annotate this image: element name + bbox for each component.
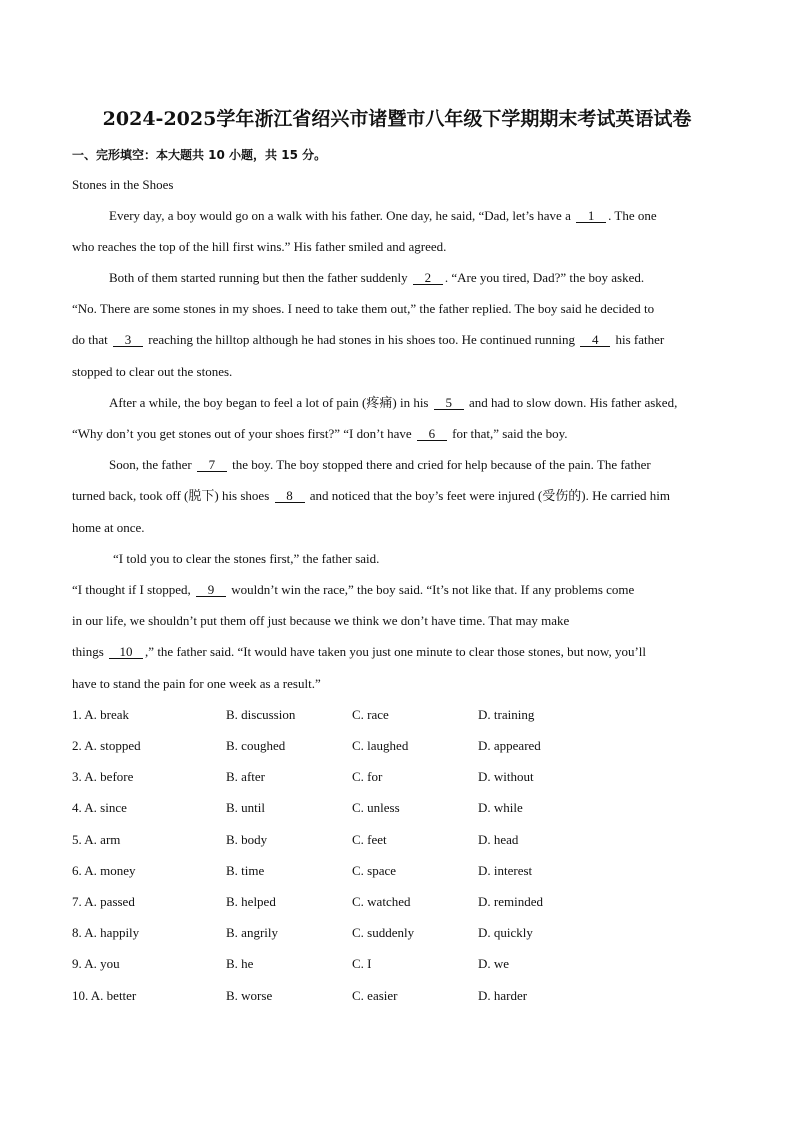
option-b: B. worse	[226, 988, 273, 1003]
option-c: C. unless	[352, 800, 400, 815]
option-d: D. quickly	[478, 925, 533, 940]
option-b: B. after	[226, 769, 265, 784]
passage-line	[109, 208, 657, 224]
option-d: D. harder	[478, 988, 528, 1003]
option-d: D. reminded	[478, 894, 543, 909]
blank-8: 8	[275, 489, 305, 503]
passage-line	[109, 270, 644, 286]
passage-text: turned back, took off (脱下) his shoes	[72, 488, 270, 503]
option-d: D. training	[478, 707, 535, 722]
option-a: 3. A. before	[72, 769, 134, 784]
option-a: 8. A. happily	[72, 925, 140, 940]
passage-title: Stones in the Shoes	[72, 177, 174, 192]
passage-line: in our life, we shouldn’t put them off just because we think we don’t have time. That may make	[72, 613, 570, 628]
option-c: C. feet	[352, 832, 387, 847]
option-d: D. head	[478, 832, 519, 847]
passage-text: for that,” said the boy.	[452, 426, 568, 441]
blank-4: 4	[580, 333, 610, 347]
option-c: C. watched	[352, 894, 411, 909]
passage-text: the boy. The boy stopped there and cried for help because of the pain. The father	[232, 457, 651, 472]
passage-line	[72, 332, 664, 348]
passage-text: things	[72, 644, 104, 659]
option-c: C. laughed	[352, 738, 409, 753]
exam-title: 2024-2025学年浙江省绍兴市诸暨市八年级下学期期末考试英语试卷	[102, 108, 692, 130]
option-a: 5. A. arm	[72, 832, 121, 847]
passage-line: home at once.	[72, 520, 145, 535]
passage-text: “Why don’t you get stones out of your shoes first?” “I don’t have	[72, 426, 412, 441]
option-b: B. he	[226, 956, 254, 971]
passage-line: “No. There are some stones in my shoes. I need to take them out,” the father replied. The boy said he decided to	[72, 301, 655, 316]
option-d: D. we	[478, 956, 510, 971]
option-b: B. angrily	[226, 925, 278, 940]
passage-text: . The one	[608, 208, 657, 223]
option-d: D. appeared	[478, 738, 541, 753]
option-b: B. time	[226, 863, 265, 878]
passage-text: wouldn’t win the race,” the boy said. “It’s not like that. If any problems come	[231, 582, 635, 597]
passage-text: “I thought if I stopped,	[72, 582, 191, 597]
option-d: D. while	[478, 800, 523, 815]
option-a: 1. A. break	[72, 707, 130, 722]
blank-6: 6	[417, 427, 447, 441]
blank-10: 10	[109, 645, 143, 659]
blank-2: 2	[413, 271, 443, 285]
passage-text: Every day, a boy would go on a walk with his father. One day, he said, “Dad, let’s have a	[109, 208, 571, 223]
passage-line	[109, 457, 651, 473]
option-d: D. without	[478, 769, 534, 784]
blank-3: 3	[113, 333, 143, 347]
passage-text: . “Are you tired, Dad?” the boy asked.	[444, 270, 645, 285]
passage-line	[72, 644, 646, 660]
option-b: B. helped	[226, 894, 276, 909]
option-b: B. body	[226, 832, 268, 847]
passage-text: reaching the hilltop although he had stones in his shoes too. He continued running	[148, 332, 576, 347]
blank-7: 7	[197, 458, 227, 472]
blank-5: 5	[434, 396, 464, 410]
passage-text: After a while, the boy began to feel a lot of pain (疼痛) in his	[109, 395, 429, 410]
option-d: D. interest	[478, 863, 533, 878]
passage-line: who reaches the top of the hill first wins.” His father smiled and agreed.	[72, 239, 447, 254]
option-a: 10. A. better	[72, 988, 137, 1003]
passage-text: his father	[615, 332, 665, 347]
passage-line	[109, 395, 677, 411]
option-a: 9. A. you	[72, 956, 120, 971]
option-b: B. coughed	[226, 738, 286, 753]
option-c: C. for	[352, 769, 383, 784]
option-c: C. I	[352, 956, 372, 971]
option-a: 2. A. stopped	[72, 738, 141, 753]
passage-line	[72, 582, 634, 598]
option-b: B. until	[226, 800, 266, 815]
passage-text: and had to slow down. His father asked,	[469, 395, 678, 410]
passage-line	[72, 426, 568, 442]
option-b: B. discussion	[226, 707, 296, 722]
passage-line: “I told you to clear the stones first,” the father said.	[113, 551, 380, 566]
passage-text: Both of them started running but then the father suddenly	[109, 270, 408, 285]
passage-line	[72, 488, 670, 504]
blank-9: 9	[196, 583, 226, 597]
option-a: 4. A. since	[72, 800, 127, 815]
passage-text: and noticed that the boy’s feet were injured (受伤的). He carried him	[309, 488, 671, 503]
passage-line: have to stand the pain for one week as a result.”	[72, 676, 321, 691]
section-heading: 一、完形填空：本大题共 10 小题，共 15 分。	[72, 148, 327, 162]
passage-text: ,” the father said. “It would have taken you just one minute to clear those stones, but now, you’ll	[145, 644, 647, 659]
option-c: C. race	[352, 707, 389, 722]
option-a: 6. A. money	[72, 863, 136, 878]
option-c: C. easier	[352, 988, 398, 1003]
passage-text: Soon, the father	[109, 457, 192, 472]
passage-line: stopped to clear out the stones.	[72, 364, 233, 379]
passage-text: do that	[72, 332, 108, 347]
option-a: 7. A. passed	[72, 894, 135, 909]
blank-1: 1	[576, 209, 606, 223]
option-c: C. space	[352, 863, 397, 878]
option-c: C. suddenly	[352, 925, 415, 940]
